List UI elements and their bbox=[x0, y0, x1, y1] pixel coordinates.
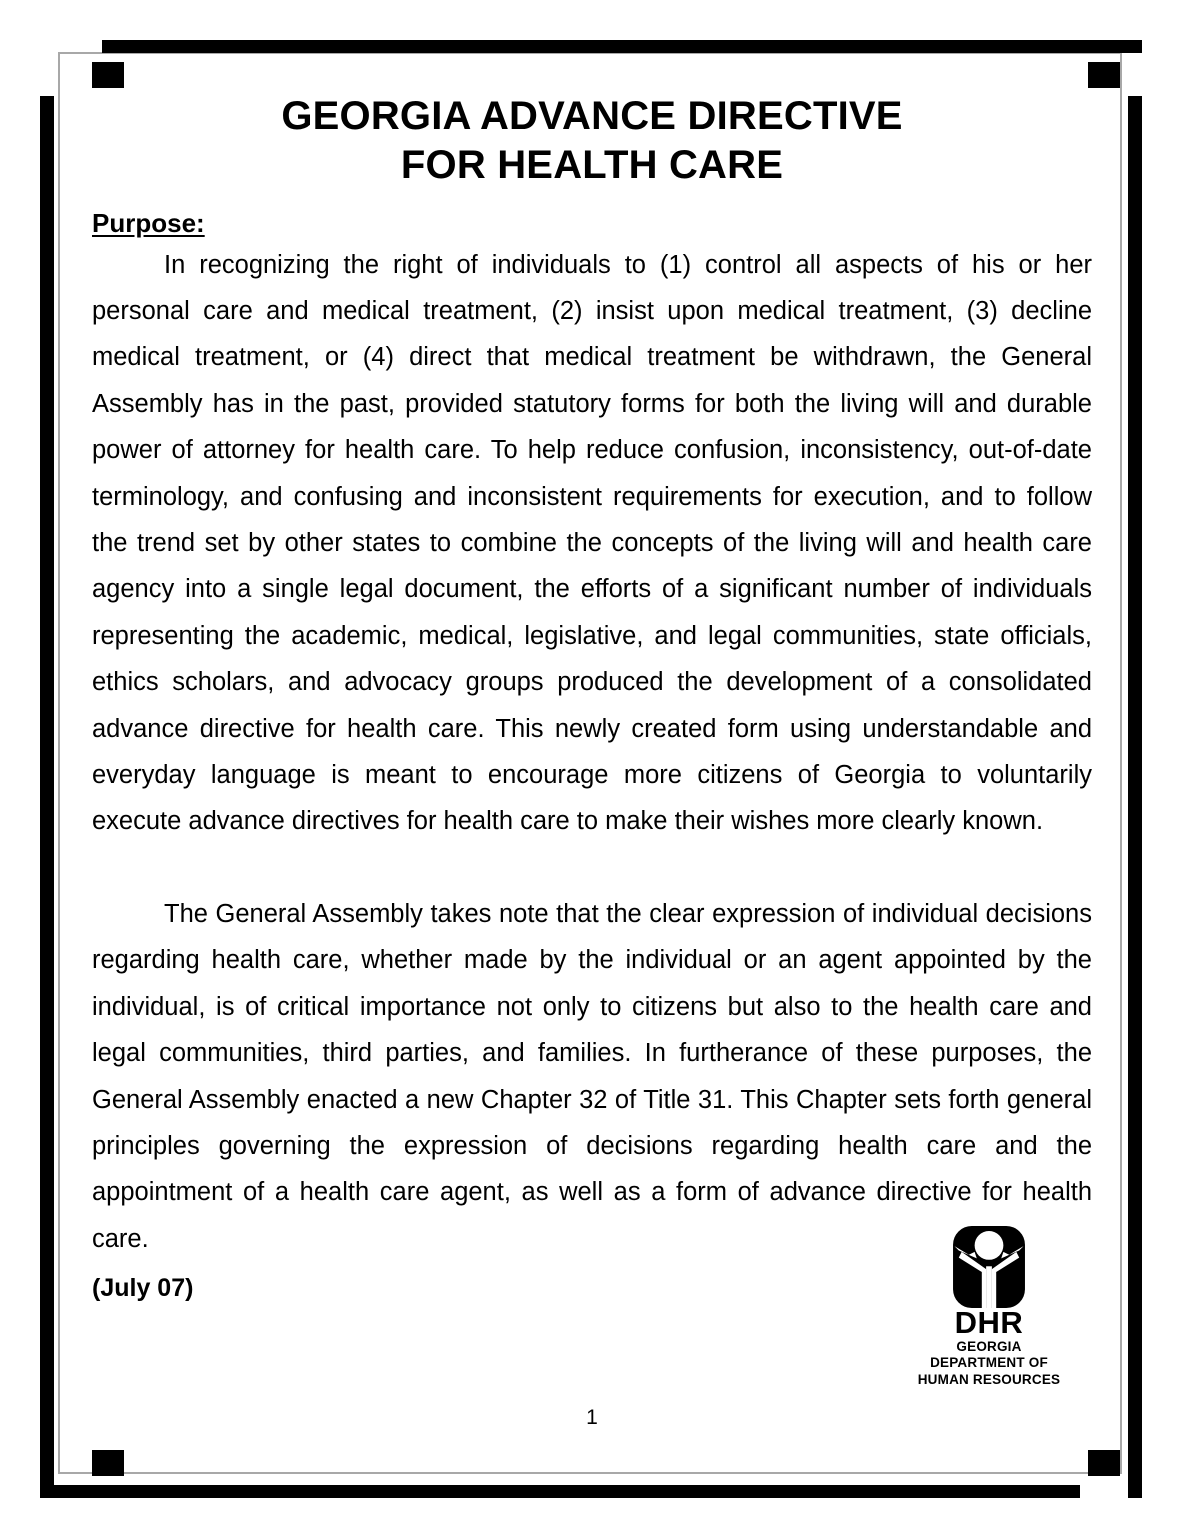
purpose-paragraph-1: In recognizing the right of individuals to (1) control all aspects of his or her personal care and medical treatment, (2) insist upon medical treatment, (3) decline medical treatment, or (4) direct that medical treatment be withdrawn, the General Assembly has in the past, provided statutory forms for both the living will and durable power of attorney for health care. To help reduce confusion, inconsistency, out-of-date terminology, and confusing and inconsistent requirements for execution, and to follow the trend set by other states to combine the concepts of the living will and health care agency into a single legal document, the efforts of a significant number of individuals representing the academic, medical, legislative, and legal communities, state officials, ethics scholars, and advocacy groups produced the development of a consolidated advance directive for health care. This newly created form using understandable and everyday language is meant to encourage more citizens of Georgia to voluntarily execute advance directives for health care to make their wishes more clearly known. bbox=[92, 250, 1092, 836]
page-title-line-1: GEORGIA ADVANCE DIRECTIVE bbox=[281, 94, 903, 138]
purpose-paragraph-2: The General Assembly takes note that the clear expression of individual decisions regarding health care, whether made by the individual or an agent appointed by the individual, is of critical importance not only to citizens but also to the health care and legal communities, third parties, and families. In furtherance of these purposes, the General Assembly enacted a new Chapter 32 of Title 31. This Chapter sets forth general principles governing the expression of decisions regarding health care and the appointment of a health care agent, as well as a form of advance directive for health care. bbox=[92, 899, 1092, 1253]
purpose-heading-wrap bbox=[92, 190, 1092, 239]
dhr-human-figure-logo-icon bbox=[953, 1226, 1025, 1308]
border-corner-bottom-left bbox=[92, 1450, 124, 1476]
border-corner-top-right bbox=[1088, 62, 1120, 88]
border-bar-bottom bbox=[40, 1485, 1080, 1498]
revision-date-stamp: (July 07) bbox=[92, 1274, 194, 1303]
document-content bbox=[92, 92, 1092, 1432]
border-bar-top bbox=[102, 40, 1142, 53]
dhr-subtitle-line-3: HUMAN RESOURCES bbox=[917, 1371, 1061, 1387]
page-number: 1 bbox=[586, 1406, 598, 1429]
dhr-logo-block bbox=[904, 1226, 1074, 1388]
section-heading-purpose: Purpose: bbox=[92, 207, 205, 238]
page-title-line-2: FOR HEALTH CARE bbox=[400, 142, 784, 187]
border-bar-right bbox=[1128, 96, 1142, 1498]
border-bar-left bbox=[40, 96, 54, 1498]
dhr-subtitle-line-1: GEORGIA bbox=[956, 1338, 1022, 1354]
page-title bbox=[92, 92, 1092, 190]
dhr-subtitle-line-2: DEPARTMENT OF bbox=[930, 1355, 1048, 1371]
dhr-acronym: DHR bbox=[954, 1304, 1024, 1340]
border-corner-bottom-right bbox=[1088, 1450, 1120, 1476]
border-corner-top-left bbox=[92, 62, 124, 88]
